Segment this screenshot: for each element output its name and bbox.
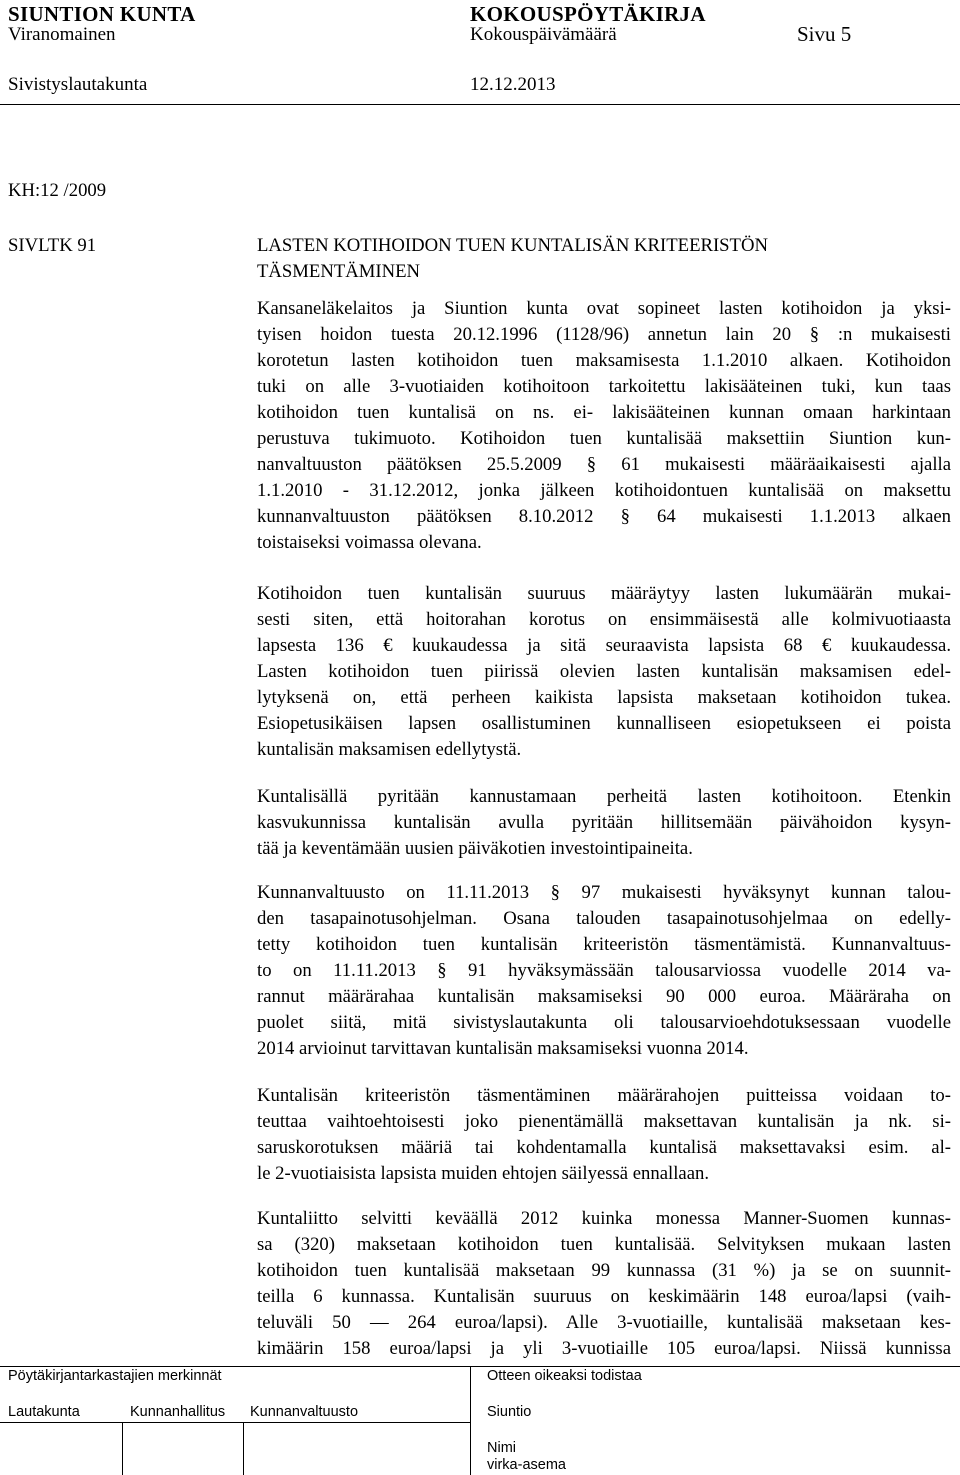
document-type: KOKOUSPÖYTÄKIRJA — [470, 2, 706, 26]
paragraph-alternatives — [257, 1083, 951, 1187]
paragraph-line: toistaiseksi voimassa olevana. — [257, 532, 482, 553]
page-number: Sivu 5 — [797, 22, 852, 46]
paragraph-line: teuttaa vaihtoehtoisesti joko pienentämällä maksettavan kuntalisän ja nk. si- — [257, 1111, 951, 1132]
paragraph-line: Kotihoidon tuen kuntalisän suuruus määräytyy lasten lukumäärän mukai- — [257, 583, 951, 604]
footer-top-rule — [0, 1366, 960, 1367]
paragraph-line: Lasten kotihoidon tuen piirissä olevien lasten kuntalisän maksamisen edel- — [257, 661, 951, 682]
paragraph-budget — [257, 880, 951, 1062]
paragraph-line: lapsesta 136 € kuukaudessa ja sitä seuraavista lapsista 68 € kuukaudessa. — [257, 635, 951, 656]
paragraph-line: 2014 arvioinut tarvittavan kuntalisän maksamiseksi vuonna 2014. — [257, 1038, 749, 1059]
footer-box-divider-2 — [243, 1422, 244, 1475]
paragraph-line: teilla 6 kunnassa. Kuntalisän suuruus on keskimäärin 148 euroa/lapsi (vaih- — [257, 1286, 951, 1307]
paragraph-line: Kuntalisän kriteeristön täsmentäminen määrärahojen puitteissa voidaan to- — [257, 1085, 951, 1106]
paragraph-line: 1.1.2010 - 31.12.2012, jonka jälkeen kotihoidontuen kuntalisää on maksettu — [257, 480, 951, 501]
paragraph-line: sesti siten, että hoitorahan korotus on ensimmäisestä alle kolmivuotiaasta — [257, 609, 951, 630]
footer-box-divider-1 — [122, 1422, 123, 1475]
paragraph-line: tyisen hoidon tuesta 20.12.1996 (1128/96) annetun lain 20 § :n mukaisesti — [257, 324, 951, 345]
paragraph-line: puolet siitä, mitä sivistyslautakunta oli talousarvioehdotuksessaan vuodelle — [257, 1012, 951, 1033]
paragraph-line: Esiopetusikäisen lapsen osallistuminen kunnalliseen esiopetukseen ei poista — [257, 713, 951, 734]
paragraph-line: kotihoidon tuen kuntalisää maksetaan 99 kunnassa (31 %) ja se on suunnit- — [257, 1260, 951, 1281]
paragraph-line: korotetun lasten kotihoidon tuen maksamisesta 1.1.2010 alkaen. Kotihoidon — [257, 350, 951, 371]
paragraph-line: tää ja keventämään uusien päiväkotien investointipaineita. — [257, 838, 693, 859]
paragraph-line: tuki on alle 3-vuotiaiden kotihoitoon tarkoitettu lakisääteinen tuki, kun taas — [257, 376, 951, 397]
paragraph-line: to on 11.11.2013 § 91 hyväksymässään talousarviossa vuodelle 2014 va- — [257, 960, 951, 981]
organization-name: SIUNTION KUNTA — [8, 2, 196, 26]
paragraph-line: teluväli 50 — 264 euroa/lapsi). Alle 3-vuotiaille, kuntalisää maksetaan kes- — [257, 1312, 951, 1333]
previous-reference: KH:12 /2009 — [8, 180, 107, 201]
paragraph-line: tetty kotihoidon tuen kuntalisän kriteeristön täsmentämistä. Kunnanvaltuus- — [257, 934, 951, 955]
paragraph-line: Kansaneläkelaitos ja Siuntion kunta ovat sopineet lasten kotihoidon ja yksi- — [257, 298, 951, 319]
paragraph-agreement — [257, 296, 951, 556]
paragraph-line: kasvukunnissa kuntalisän avulla pyritään hillitsemään päivähoidon kysyn- — [257, 812, 951, 833]
agenda-title-line2: TÄSMENTÄMINEN — [257, 261, 420, 282]
lautakunta-label: Lautakunta — [8, 1404, 80, 1420]
paragraph-line: den tasapainotusohjelman. Osana talouden tasapainotusohjelmaa on edelly- — [257, 908, 951, 929]
paragraph-line: rannut määrärahaa kuntalisän maksamiseksi 90 000 euroa. Määräraha on — [257, 986, 951, 1007]
meeting-date-label: Kokouspäivämäärä — [470, 24, 617, 45]
paragraph-line: kotihoidon tuen kuntalisä on ns. ei- lakisääteinen kunnan omaan harkintaan — [257, 402, 951, 423]
reviewers-label: Pöytäkirjantarkastajien merkinnät — [8, 1368, 222, 1384]
paragraph-line: perustuva tukimuoto. Kotihoidon tuen kuntalisää maksettiin Siuntion kun- — [257, 428, 951, 449]
header-divider — [0, 104, 960, 105]
paragraph-supplement-amount — [257, 581, 951, 763]
paragraph-line: Kunnanvaltuusto on 11.11.2013 § 97 mukaisesti hyväksynyt kunnan talou- — [257, 882, 951, 903]
paragraph-line: Kuntalisällä pyritään kannustamaan perheitä lasten kotihoitoon. Etenkin — [257, 786, 951, 807]
paragraph-line: kuntalisän maksamisen edellytystä. — [257, 739, 522, 760]
authority-name: Sivistyslautakunta — [8, 74, 148, 95]
kunnanvaltuusto-label: Kunnanvaltuusto — [250, 1404, 359, 1420]
position-label: virka-asema — [487, 1457, 566, 1473]
footer-column-divider — [470, 1366, 471, 1475]
paragraph-purpose — [257, 784, 951, 862]
true-copy-label: Otteen oikeaksi todistaa — [487, 1368, 642, 1384]
meeting-date: 12.12.2013 — [470, 74, 556, 95]
footer-signature-rule — [0, 1422, 470, 1423]
paragraph-line: le 2-vuotiaisista lapsista muiden ehtojen säilyessä ennallaan. — [257, 1163, 710, 1184]
name-label: Nimi — [487, 1440, 516, 1456]
paragraph-line: saruskorotuksen määriä tai kohdentamalla kuntalisä maksettavaksi esim. al- — [257, 1137, 951, 1158]
authority-label: Viranomainen — [8, 24, 116, 45]
paragraph-line: Kuntaliitto selvitti keväällä 2012 kuinka monessa Manner-Suomen kunnas- — [257, 1208, 951, 1229]
kunnanhallitus-label: Kunnanhallitus — [130, 1404, 226, 1420]
paragraph-line: sa (320) maksetaan kotihoidon tuen kuntalisää. Selvityksen mukaan lasten — [257, 1234, 951, 1255]
place-label: Siuntio — [487, 1404, 532, 1420]
agenda-title-line1: LASTEN KOTIHOIDON TUEN KUNTALISÄN KRITEERISTÖN — [257, 235, 768, 256]
section-reference: SIVLTK 91 — [8, 235, 97, 256]
paragraph-line: lytyksenä on, että perheen kaikista lapsista maksetaan kotihoidon tukea. — [257, 687, 951, 708]
paragraph-line: kimäärin 158 euroa/lapsi ja yli 3-vuotiaille 105 euroa/lapsi. Niissä kunnissa — [257, 1338, 951, 1359]
paragraph-line: nanvaltuuston päätöksen 25.5.2009 § 61 mukaisesti määräaikaisesti ajalla — [257, 454, 951, 475]
paragraph-line: kunnanvaltuuston päätöksen 8.10.2012 § 64 mukaisesti 1.1.2013 alkaen — [257, 506, 951, 527]
paragraph-survey — [257, 1206, 951, 1362]
